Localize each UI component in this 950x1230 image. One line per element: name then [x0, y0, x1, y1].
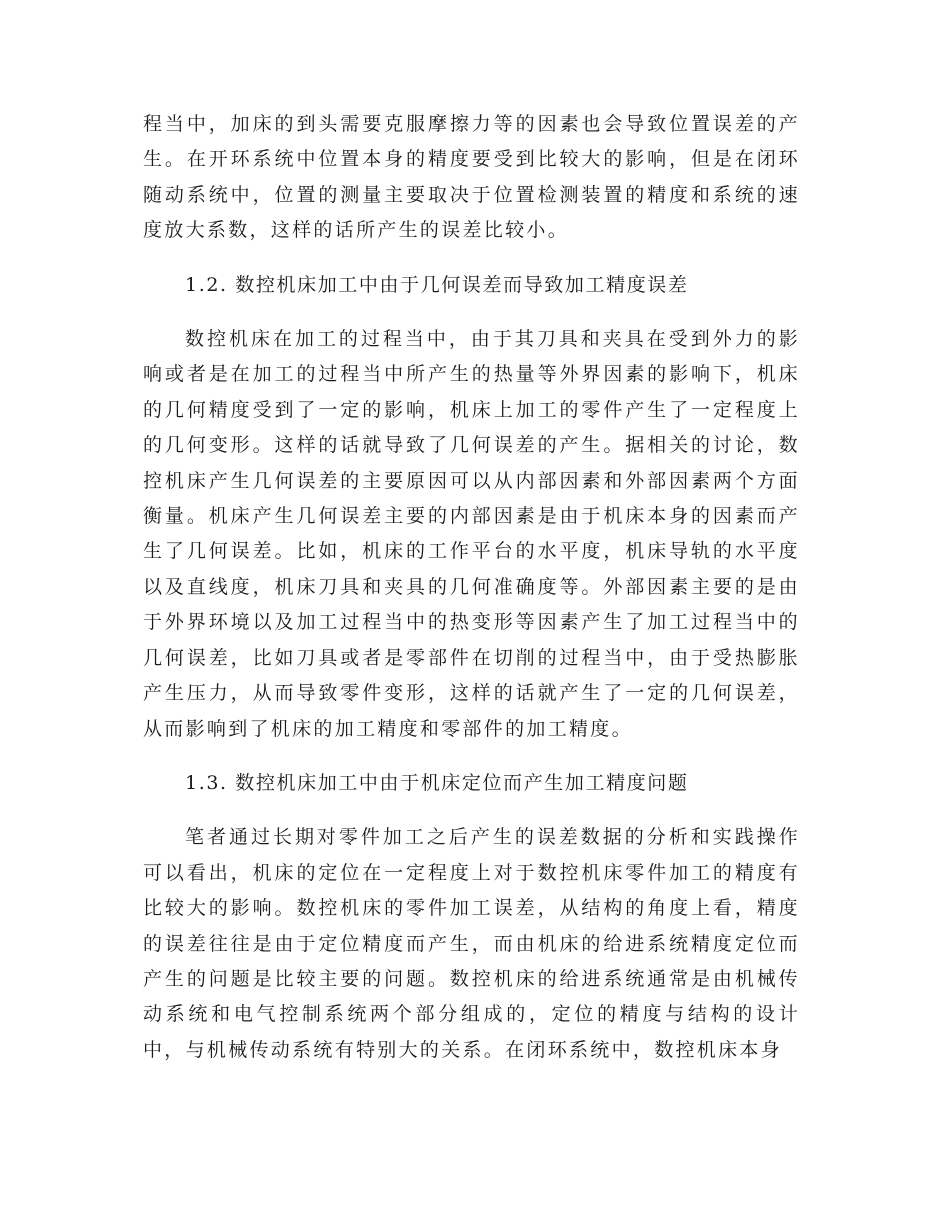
- paragraph-geometric-error: 数控机床在加工的过程当中，由于其刀具和夹具在受到外力的影响或者是在加工的过程当中所产生的热量等外界因素的影响下，机床的几何精度受到了一定的影响，机床上加工的零件产生了一定程度上的几何变形。这样的话就导致了几何误差的产生。据相关的讨论，数控机床产生几何误差的主要原因可以从内部因素和外部因素两个方面衡量。机床产生几何误差主要的内部因素是由于机床本身的因素而产生了几何误差。比如，机床的工作平台的水平度，机床导轨的水平度以及直线度，机床刀具和夹具的几何准确度等。外部因素主要的是由于外界环境以及加工过程当中的热变形等因素产生了加工过程当中的几何误差，比如刀具或者是零部件在切削的过程当中，由于受热膨胀产生压力，从而导致零件变形，这样的话就产生了一定的几何误差，从而影响到了机床的加工精度和零部件的加工精度。: [143, 328, 800, 740]
- spacer: [143, 249, 800, 268]
- spacer: [143, 303, 800, 322]
- paragraph-positioning-error: 笔者通过长期对零件加工之后产生的误差数据的分析和实践操作可以看出，机床的定位在一定程度上对于数控机床零件加工的精度有比较大的影响。数控机床的零件加工误差，从结构的角度上看，精度的误差往往是由于定位精度而产生，而由机床的给进系统精度定位而产生的问题是比较主要的问题。数控机床的给进系统通常是由机械传动系统和电气控制系统两个部分组成的，定位的精度与结构的设计中，与机械传动系统有特别大的关系。在闭环系统中，数控机床本身: [143, 826, 800, 1061]
- paragraph-continuation: 程当中，加床的到头需要克服摩擦力等的因素也会导致位置误差的产生。在开环系统中位置本身的精度要受到比较大的影响，但是在闭环随动系统中，位置的测量主要取决于位置检测装置的精度和系统的速度放大系数，这样的话所产生的误差比较小。: [143, 113, 800, 242]
- spacer: [143, 747, 800, 766]
- section-heading-1-2: 1.2. 数控机床加工中由于几何误差而导致加工精度误差: [185, 273, 689, 296]
- spacer: [143, 801, 800, 820]
- section-heading-1-3: 1.3. 数控机床加工中由于机床定位而产生加工精度问题: [185, 771, 689, 794]
